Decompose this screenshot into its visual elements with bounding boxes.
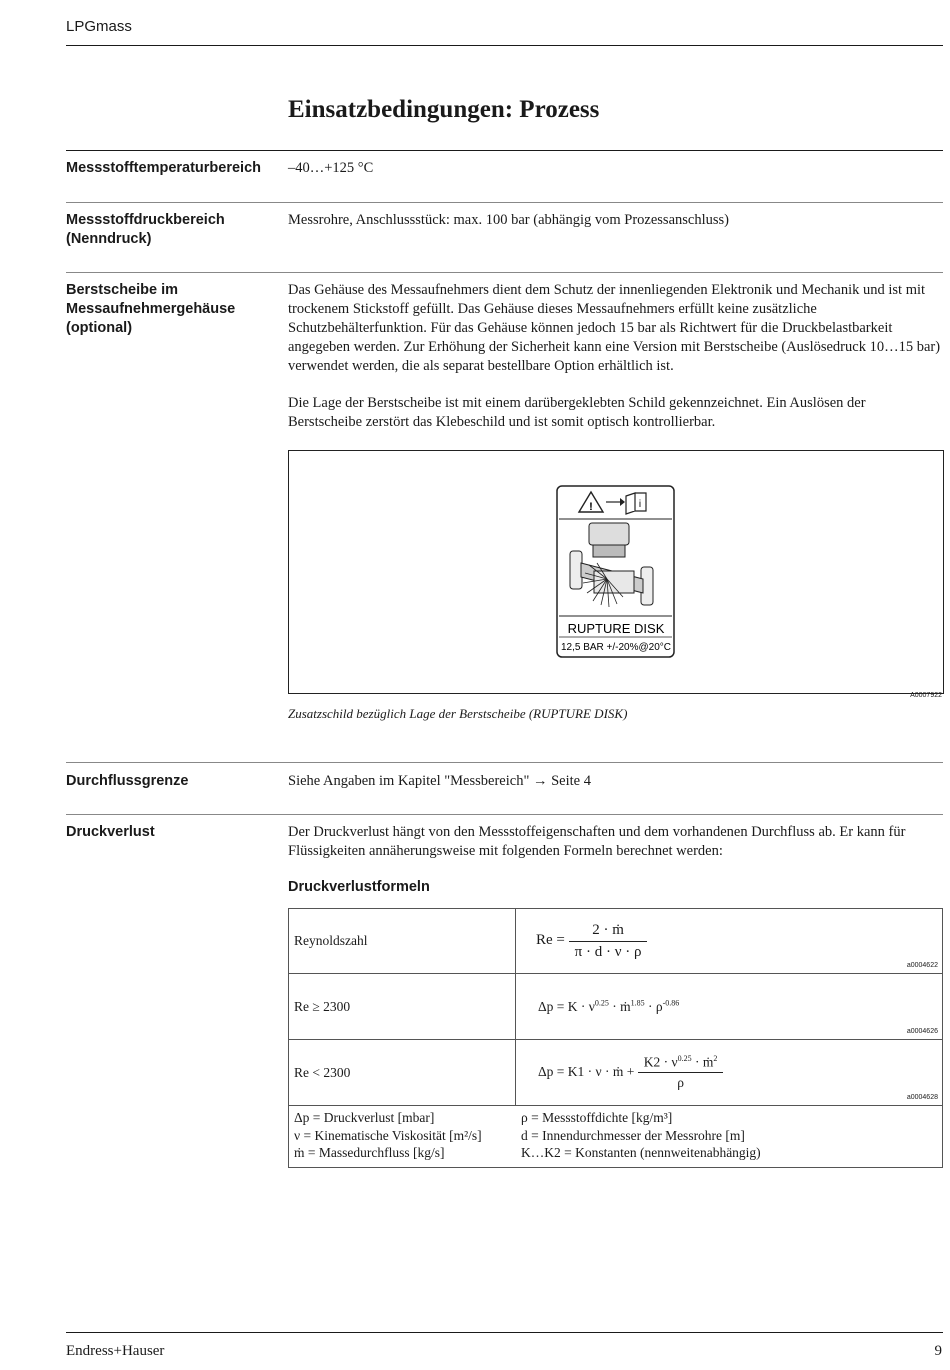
page-title: Einsatzbedingungen: Prozess [288,96,600,123]
legend-item: ρ = Messstoffdichte [kg/m³] [521,1110,673,1125]
formula-part: Δp = K1 · ν · ṁ + [538,1063,635,1079]
rupture-disk-label-image [289,451,943,693]
formula-part: · ρ [644,998,663,1014]
figure-caption: Zusatzschild bezüglich Lage der Berstscheibe (RUPTURE DISK) [288,706,628,721]
formula-table [288,908,943,1168]
formula-denominator: ρ [677,1075,684,1091]
value-temp: –40…+125 °C [288,160,374,176]
legend-table [294,1109,937,1162]
formula-cell [516,974,943,1040]
divider [66,150,943,151]
value-pressure: Messrohre, Anschlussstück: max. 100 bar (abhängig vom Prozessanschluss) [288,212,729,228]
formula-heading: Druckverlustformeln [288,879,430,895]
formula-cell [516,909,943,974]
exponent: 2 [713,1053,718,1063]
label-pressure: Messstoffdruckbereich (Nenndruck) [66,212,225,247]
footer-company: Endress+Hauser [66,1343,165,1359]
formula-lhs: Re = [536,932,565,949]
formula-part: K2 · ν [643,1054,678,1070]
value-loss: Der Druckverlust hängt von den Messstoffeigenschaften und dem vorhandenen Durchfluss ab. Er kann für Flüssigkeiten annäherungsweise mit folgenden Formeln berechnet werden: [288,824,906,859]
legend-item: ν = Kinematische Viskosität [m²/s] [294,1127,482,1143]
label-flow: Durchflussgrenze [66,773,189,789]
divider [66,814,943,815]
label-loss: Druckverlust [66,824,155,840]
label-temp: Messstofftemperaturbereich [66,160,261,176]
condition-cell: Reynoldszahl [289,909,516,974]
legend-row [289,1106,943,1168]
divider [66,272,943,273]
exponent: 0.25 [677,1053,692,1063]
label-title: RUPTURE DISK [567,621,665,636]
formula-cell [516,1040,943,1106]
figure-frame [288,450,944,694]
exponent: -0.86 [662,998,680,1008]
formula-id: a0004628 [906,1094,938,1101]
page-number: 9 [934,1343,942,1359]
label-spec: 12,5 BAR +/-20%@20°C [560,642,672,653]
legend-item: Δp = Druckverlust [mbar] [294,1110,435,1125]
value-rupture [288,281,943,432]
formula-denominator: π · d · ν · ρ [574,943,642,960]
header-rule [66,45,943,46]
formula-numerator: 2 · ṁ [569,922,648,942]
footer-rule [66,1332,943,1333]
exponent: 0.25 [594,998,609,1008]
formula-part: Δp = K · ν [538,998,595,1014]
formula-part: · ṁ [608,998,631,1014]
legend-item: d = Innendurchmesser der Messrohre [m] [521,1127,745,1143]
legend-cell [289,1106,943,1168]
figure-id: A0007922 [910,692,942,699]
formula-turbulent [538,999,679,1014]
condition-cell: Re < 2300 [289,1040,516,1106]
divider [66,762,943,763]
table-row [289,974,943,1040]
paragraph: Das Gehäuse des Messaufnehmers dient dem Schutz der innenliegenden Elektronik und Mechanik und ist mit trockenem Stickstoff gefüllt. Das Gehäuse dieses Messaufnehmers erfüllt keine zusätzliche Schutzbehälterfunktion. Für das Gehäuse können jedoch 15 bar als Richtwert für die Druckbelastbarkeit angegeben werden. Zur Erhöhung der Sicherheit kann eine Version mit Berstscheibe (Auslösedruck 10…15 bar) verwendet werden, die als separat bestellbare Option erhältlich ist. [288,282,941,374]
legend-item: K…K2 = Konstanten (nennweitenabhängig) [521,1145,761,1160]
formula-id: a0004622 [906,962,938,969]
table-row [289,1040,943,1106]
legend-item: ṁ = Massedurchfluss [kg/s] [294,1145,445,1160]
formula-numerator [638,1054,724,1074]
divider [66,202,943,203]
exponent: 1.85 [630,998,645,1008]
value-flow: Siehe Angaben im Kapitel "Messbereich" → Seite 4 [288,773,591,789]
condition-cell: Re ≥ 2300 [289,974,516,1040]
formula-part: · ṁ [691,1054,714,1070]
paragraph: Die Lage der Berstscheibe ist mit einem darübergeklebten Schild gekennzeichnet. Ein Auslösen der Berstscheibe zerstört das Klebeschild und ist somit optisch kontrollierbar. [288,395,866,430]
table-row [289,909,943,974]
formula-id: a0004626 [906,1028,938,1035]
svg-text:!: ! [589,501,593,513]
header-product: LPGmass [66,18,132,35]
svg-text:i: i [638,499,642,510]
label-rupture: Berstscheibe im Messaufnehmergehäuse (optional) [66,282,236,336]
